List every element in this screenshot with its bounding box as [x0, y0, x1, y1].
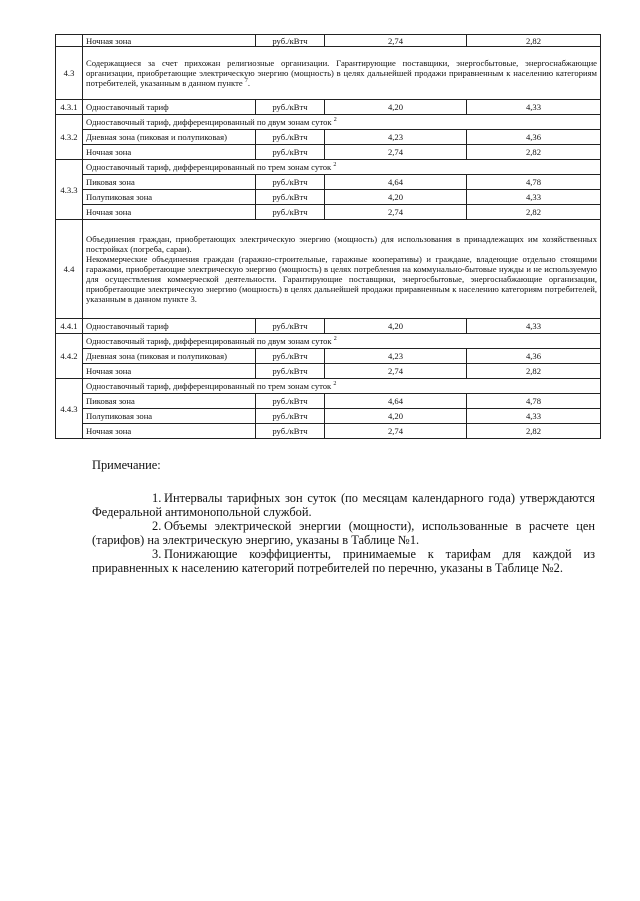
- value-first-half: 2,74: [325, 364, 467, 379]
- unit-cell: руб./кВтч: [256, 364, 325, 379]
- unit-cell: руб./кВтч: [256, 409, 325, 424]
- value-second-half: 2,82: [467, 364, 601, 379]
- value-second-half: 4,33: [467, 190, 601, 205]
- group-row-4-4: [56, 220, 601, 319]
- zone-name: Ночная зона: [83, 205, 256, 220]
- table-row: [56, 100, 601, 115]
- zone-name: Пиковая зона: [83, 394, 256, 409]
- unit-cell: руб./кВтч: [256, 130, 325, 145]
- unit-cell: руб./кВтч: [256, 319, 325, 334]
- zone-name: Ночная зона: [83, 145, 256, 160]
- unit-cell: руб./кВтч: [256, 175, 325, 190]
- table-row: [56, 175, 601, 190]
- note-item: 3. Понижающие коэффициенты, принимаемые к тарифам для каждой из приравненных к населению категорий потребителей по перечню, указаны в Таблице №2.: [92, 547, 595, 575]
- value-second-half: 2,82: [467, 35, 601, 47]
- row-number: 4.4.1: [56, 319, 83, 334]
- unit-cell: руб./кВтч: [256, 394, 325, 409]
- row-number: 4.3.3: [56, 160, 83, 220]
- table-row: [56, 409, 601, 424]
- zone-name: Ночная зона: [83, 35, 256, 47]
- unit-cell: руб./кВтч: [256, 35, 325, 47]
- value-first-half: 4,20: [325, 409, 467, 424]
- table-row: [56, 364, 601, 379]
- zone-name: Ночная зона: [83, 424, 256, 439]
- value-second-half: 4,33: [467, 409, 601, 424]
- table-row: [56, 319, 601, 334]
- unit-cell: руб./кВтч: [256, 205, 325, 220]
- row-number: 4.4.2: [56, 334, 83, 379]
- row-number: 4.3.1: [56, 100, 83, 115]
- tariff-table: [55, 34, 601, 439]
- zone-name: Полупиковая зона: [83, 190, 256, 205]
- table-row: [56, 205, 601, 220]
- subheader-text: Одноставочный тариф, дифференцированный по трем зонам суток $^2$: [83, 379, 601, 394]
- unit-cell: руб./кВтч: [256, 349, 325, 364]
- table-row: [56, 424, 601, 439]
- value-second-half: 2,82: [467, 145, 601, 160]
- table-row: [56, 190, 601, 205]
- subheader-text: Одноставочный тариф, дифференцированный по двум зонам суток $^2$: [83, 115, 601, 130]
- group-description: Объединения граждан, приобретающих электрическую энергию (мощность) для использования в принадлежащих им хозяйственных постройках (погреба, сараи). Некоммерческие объединения граждан (гаражно-строительные, гаражные кооперативы) и граждане, владеющие отдельно стоящими гаражами, приобретающие электрическую энергию (мощность) в целях потребления на коммунально-бытовые нужды и не используемую для осуществления коммерческой деятельности. Гарантирующие поставщики, энергосбытовые, энергоснабжающие организации, приобретающие электрическую энергию (мощность) в целях дальнейшей продажи приравненным к населению категориям потребителей, указанным в данном пункте 3.: [83, 220, 601, 319]
- row-number: 4.3.2: [56, 115, 83, 160]
- subheader-row: [56, 379, 601, 394]
- zone-name: Полупиковая зона: [83, 409, 256, 424]
- value-second-half: 4,78: [467, 175, 601, 190]
- tariff-name: Одноставочный тариф: [83, 319, 256, 334]
- value-first-half: 4,23: [325, 130, 467, 145]
- value-second-half: 2,82: [467, 424, 601, 439]
- value-first-half: 4,64: [325, 394, 467, 409]
- unit-cell: руб./кВтч: [256, 100, 325, 115]
- value-second-half: 4,78: [467, 394, 601, 409]
- row-number: 4.4: [56, 220, 83, 319]
- zone-name: Пиковая зона: [83, 175, 256, 190]
- zone-name: Дневная зона (пиковая и полупиковая): [83, 130, 256, 145]
- value-second-half: 4,36: [467, 349, 601, 364]
- subheader-text: Одноставочный тариф, дифференцированный по двум зонам суток $^2$: [83, 334, 601, 349]
- value-second-half: 4,33: [467, 100, 601, 115]
- value-first-half: 2,74: [325, 145, 467, 160]
- zone-name: Дневная зона (пиковая и полупиковая): [83, 349, 256, 364]
- value-first-half: 2,74: [325, 205, 467, 220]
- subheader-row: [56, 160, 601, 175]
- value-second-half: 4,33: [467, 319, 601, 334]
- row-number: 4.4.3: [56, 379, 83, 439]
- group-row-4-3: [56, 47, 601, 100]
- value-first-half: 4,20: [325, 100, 467, 115]
- notes-section: [92, 458, 595, 575]
- tariff-name: Одноставочный тариф: [83, 100, 256, 115]
- unit-cell: руб./кВтч: [256, 190, 325, 205]
- note-item: 2. Объемы электрической энергии (мощности), использованные в расчете цен (тарифов) на электрическую энергию, указаны в Таблице №1.: [92, 519, 595, 547]
- table-row: [56, 394, 601, 409]
- subheader-row: [56, 334, 601, 349]
- value-first-half: 2,74: [325, 424, 467, 439]
- value-second-half: 2,82: [467, 205, 601, 220]
- table-row: [56, 145, 601, 160]
- value-first-half: 4,20: [325, 190, 467, 205]
- value-first-half: 4,23: [325, 349, 467, 364]
- group-description: Содержащиеся за счет прихожан религиозные организации. Гарантирующие поставщики, энергосбытовые, энергоснабжающие организации, приобретающие электрическую энергию (мощность) в целях дальнейшей продажи приравненным к населению категориям потребителей, указанным в данном пункте $^7$.: [83, 47, 601, 100]
- value-second-half: 4,36: [467, 130, 601, 145]
- subheader-text: Одноставочный тариф, дифференцированный по трем зонам суток $^2$: [83, 160, 601, 175]
- table-row: [56, 349, 601, 364]
- unit-cell: руб./кВтч: [256, 424, 325, 439]
- table-row: [56, 35, 601, 47]
- value-first-half: 4,20: [325, 319, 467, 334]
- row-number: 4.3: [56, 47, 83, 100]
- unit-cell: руб./кВтч: [256, 145, 325, 160]
- value-first-half: 4,64: [325, 175, 467, 190]
- table-row: [56, 130, 601, 145]
- value-first-half: 2,74: [325, 35, 467, 47]
- notes-title: Примечание:: [92, 458, 161, 472]
- zone-name: Ночная зона: [83, 364, 256, 379]
- subheader-row: [56, 115, 601, 130]
- note-item: 1. Интервалы тарифных зон суток (по месяцам календарного года) утверждаются Федеральной антимонопольной службой.: [92, 491, 595, 519]
